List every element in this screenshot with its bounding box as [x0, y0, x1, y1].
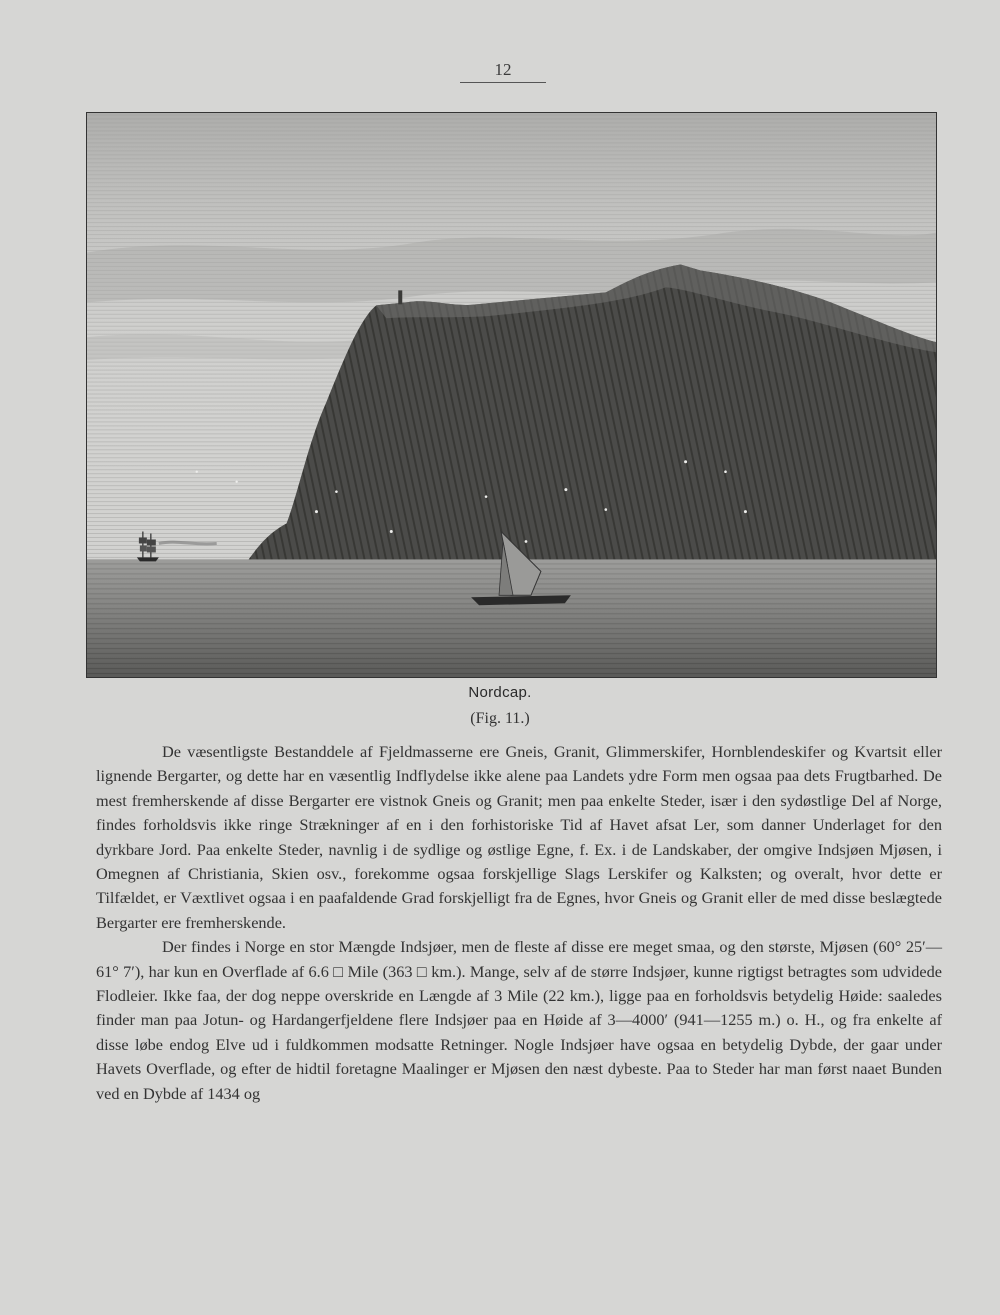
engraving-figure [86, 112, 937, 678]
nordcap-engraving-image [87, 113, 936, 677]
cairn-icon [398, 290, 402, 304]
paragraph-1: De væsentligste Bestanddele af Fjeldmasserne ere Gneis, Granit, Glimmerskifer, Hornblendeskifer og Kvartsit eller lignende Bergarter, og dette har en væsentlig Indflydelse ikke alene paa Landets ydre Form men ogsaa paa dets Frugtbarhed. De mest fremherskende af disse Bergarter ere vistnok Gneis og Granit; men paa enkelte Steder, især i den sydøstlige Del af Norge, findes forholdsvis ikke ringe Strækninger af en i den forhistoriske Tid af Havet afsat Ler, som danner Underlaget for den dyrkbare Jord. Paa enkelte Steder, navnlig i de sydlige og østlige Egne, f. Ex. i de Landskaber, der omgive Indsjøen Mjøsen, i Omegnen af Christiania, Skien osv., forekomme ogsaa forskjellige Slags Lerskifer og Kalksten; og overalt, hvor dette er Tilfældet, er Væxtlivet ogsaa i en paafaldende Grad forskjelligt fra de Egnes, hvor Gneis og Granit eller de med disse beslægtede Bergarter ere fremherskende. [96, 742, 942, 932]
paragraph-2: Der findes i Norge en stor Mængde Indsjøer, men de fleste af disse ere meget smaa, og den største, Mjøsen (60° 25′—61° 7′), har kun en Overflade af 6.6 □ Mile (363 □ km.). Mange, selv af de større Indsjøer, kunne rigtigst betragtes som udvidede Flodleier. Ikke faa, der dog neppe overskride en Længde af 3 Mile (22 km.), ligge paa en forholdsvis betydelig Høide: saaledes finder man paa Jotun- og Hardangerfjeldene flere Indsjøer paa en Høide af 3—4000′ (941—1255 m.) o. H., og fra enkelte af disse løbe endog Elve ud i fuldkommen modsatte Retninger. Nogle Indsjøer have ogsaa en betydelig Dybde, der gaar under Havets Overflade, og efter de hidtil foretagne Maalinger er Mjøsen den næst dybeste. Paa to Steder har man først naaet Bunden ved en Dybde af 1434 og [96, 937, 942, 1103]
body-text [96, 740, 942, 1106]
figure-label: (Fig. 11.) [470, 710, 530, 727]
figure-title: Nordcap. [468, 684, 532, 701]
page-number: 12 [460, 60, 546, 83]
